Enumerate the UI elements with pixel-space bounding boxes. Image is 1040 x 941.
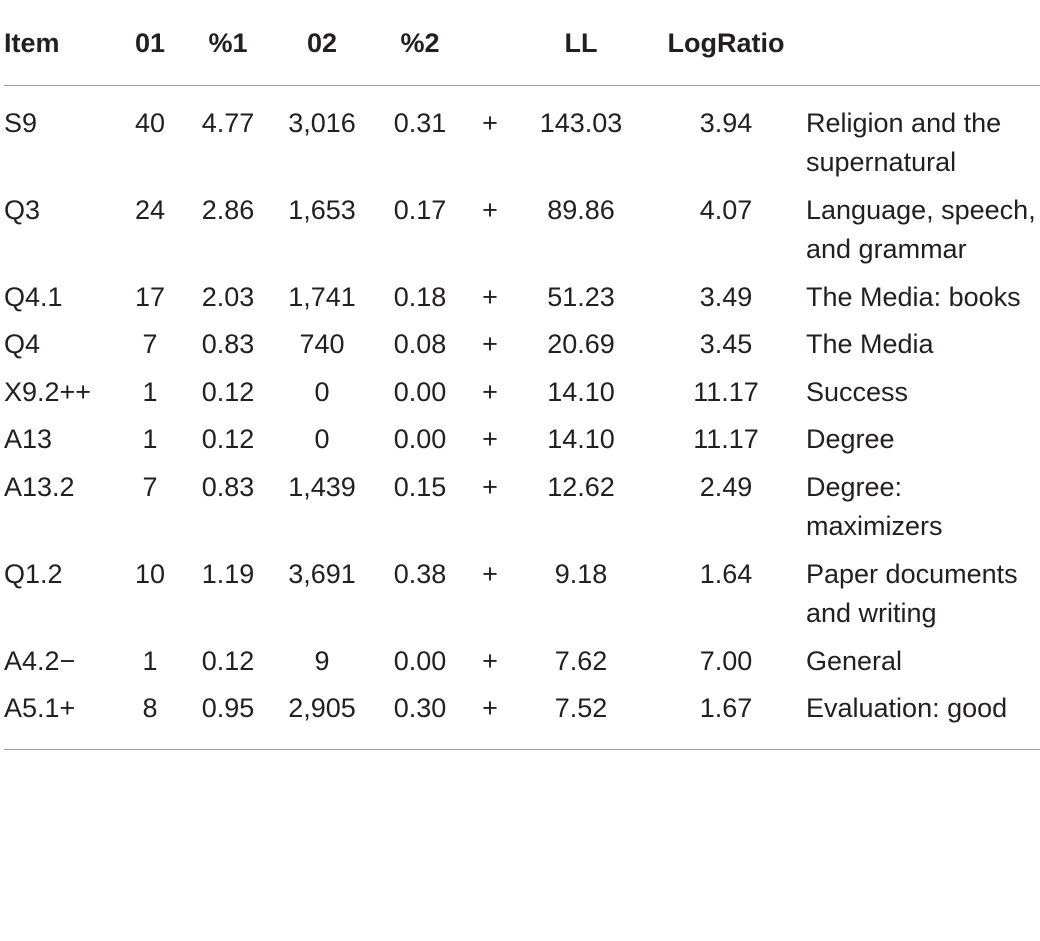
cell-o2: 0 — [314, 424, 330, 454]
cell-o1: 24 — [134, 194, 166, 225]
cell-ll: 12.62 — [547, 471, 615, 502]
cell-pct2: 0.17 — [393, 194, 447, 225]
cell-o1: 7 — [142, 471, 158, 502]
cell-o2: 1,439 — [288, 471, 356, 502]
cell-o1: 8 — [142, 693, 158, 723]
cell-pct2: 0.15 — [393, 471, 447, 502]
cell-ll: 51.23 — [547, 281, 615, 312]
cell-sign: + — [482, 693, 498, 723]
cell-description: Success — [806, 376, 909, 407]
cell-ll: 9.18 — [554, 558, 608, 589]
header-01: 01 — [112, 6, 188, 85]
cell-logratio: 11.17 — [693, 376, 759, 407]
table-row — [4, 555, 1040, 642]
table-row — [4, 85, 1040, 191]
cell-pct1: 0.83 — [201, 329, 255, 359]
cell-o1: 1 — [142, 645, 158, 676]
cell-o2: 0 — [314, 376, 330, 407]
cell-o2: 1,653 — [288, 194, 356, 225]
cell-item: Q4 — [4, 329, 41, 359]
cell-description: The Media: books — [806, 281, 1021, 312]
cell-pct2: 0.00 — [393, 424, 447, 454]
cell-sign: + — [482, 424, 498, 454]
cell-ll: 14.10 — [547, 424, 615, 454]
header-logratio: LogRatio — [646, 6, 806, 85]
header-pct1: %1 — [188, 6, 268, 85]
cell-description: Degree — [806, 424, 895, 454]
header-ll: LL — [516, 6, 646, 85]
cell-o1: 7 — [142, 329, 158, 359]
cell-pct1: 4.77 — [201, 107, 255, 138]
cell-item: X9.2++ — [4, 376, 92, 407]
cell-o2: 3,691 — [288, 558, 356, 589]
cell-ll: 14.10 — [547, 376, 615, 407]
cell-ll: 89.86 — [547, 194, 615, 225]
cell-o2: 1,741 — [288, 281, 356, 312]
cell-logratio: 1.67 — [699, 693, 753, 723]
cell-item: A5.1+ — [4, 693, 76, 723]
cell-sign: + — [482, 194, 498, 225]
cell-item: Q3 — [4, 194, 41, 225]
cell-description: General — [806, 645, 903, 676]
cell-item: S9 — [4, 107, 38, 138]
table-row — [4, 325, 1040, 373]
cell-logratio: 1.64 — [699, 558, 753, 589]
table-row — [4, 689, 1040, 749]
cell-pct1: 2.86 — [201, 194, 255, 225]
cell-o2: 9 — [314, 645, 330, 676]
table-row — [4, 278, 1040, 326]
cell-description: Language, speech, and grammar — [806, 194, 1036, 264]
cell-pct2: 0.31 — [393, 107, 447, 138]
cell-pct2: 0.08 — [393, 329, 447, 359]
cell-description: Paper documents and writing — [806, 558, 1018, 628]
table-row — [4, 468, 1040, 555]
cell-o1: 10 — [134, 558, 166, 589]
cell-item: A4.2− — [4, 645, 76, 676]
cell-pct2: 0.00 — [393, 376, 447, 407]
header-pct2: %2 — [376, 6, 464, 85]
table-body — [4, 85, 1040, 749]
cell-pct1: 1.19 — [201, 558, 255, 589]
cell-sign: + — [482, 107, 498, 138]
cell-ll: 7.52 — [554, 693, 608, 723]
cell-o1: 1 — [142, 424, 158, 454]
cell-pct1: 0.12 — [201, 424, 255, 454]
cell-pct1: 0.12 — [201, 376, 255, 407]
cell-ll: 143.03 — [539, 107, 623, 138]
cell-sign: + — [482, 645, 498, 676]
header-item: Item — [4, 6, 112, 85]
cell-pct2: 0.18 — [393, 281, 447, 312]
cell-description: Degree: maximizers — [806, 471, 943, 541]
cell-logratio: 4.07 — [699, 194, 753, 225]
cell-o2: 3,016 — [288, 107, 356, 138]
cell-sign: + — [482, 281, 498, 312]
cell-o1: 1 — [142, 376, 158, 407]
cell-description: Religion and the supernatural — [806, 107, 1002, 177]
table-row — [4, 420, 1040, 468]
cell-o1: 40 — [134, 107, 166, 138]
table-row — [4, 191, 1040, 278]
cell-item: A13.2 — [4, 471, 75, 502]
cell-logratio: 11.17 — [693, 424, 759, 454]
cell-pct2: 0.38 — [393, 558, 447, 589]
cell-o2: 740 — [299, 329, 345, 359]
cell-o1: 17 — [134, 281, 166, 312]
cell-logratio: 3.94 — [699, 107, 753, 138]
cell-item: A13 — [4, 424, 53, 454]
cell-pct2: 0.00 — [393, 645, 447, 676]
cell-logratio: 2.49 — [699, 471, 753, 502]
cell-description: The Media — [806, 329, 934, 359]
cell-sign: + — [482, 376, 498, 407]
cell-o2: 2,905 — [288, 693, 356, 723]
cell-sign: + — [482, 471, 498, 502]
cell-logratio: 7.00 — [699, 645, 753, 676]
cell-pct1: 0.12 — [201, 645, 255, 676]
table-row — [4, 642, 1040, 690]
cell-pct1: 2.03 — [201, 281, 255, 312]
cell-logratio: 3.49 — [699, 281, 753, 312]
table-row — [4, 373, 1040, 421]
keyword-table — [4, 6, 1040, 750]
cell-item: Q1.2 — [4, 558, 63, 589]
header-row — [4, 6, 1040, 85]
cell-ll: 7.62 — [554, 645, 608, 676]
cell-pct2: 0.30 — [393, 693, 447, 723]
cell-ll: 20.69 — [547, 329, 615, 359]
header-02: 02 — [268, 6, 376, 85]
header-description — [806, 6, 1040, 85]
cell-pct1: 0.95 — [201, 693, 255, 723]
header-sign — [464, 6, 516, 85]
cell-logratio: 3.45 — [699, 329, 753, 359]
cell-pct1: 0.83 — [201, 471, 255, 502]
cell-sign: + — [482, 329, 498, 359]
cell-sign: + — [482, 558, 498, 589]
cell-description: Evaluation: good — [806, 693, 1008, 723]
cell-item: Q4.1 — [4, 281, 63, 312]
